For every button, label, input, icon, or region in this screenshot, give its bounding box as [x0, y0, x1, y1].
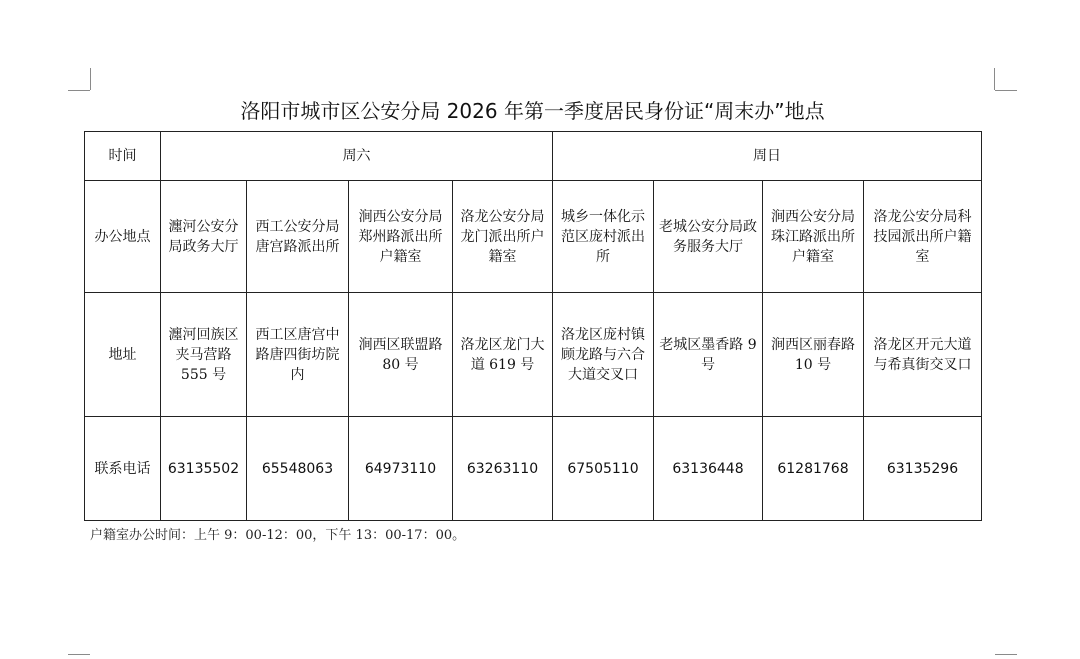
address-cell: [247, 293, 349, 417]
office-cell: [349, 181, 453, 293]
phone-row-label: 联系电话: [85, 417, 161, 521]
address-cell: [349, 293, 453, 417]
office-row-label: 办公地点: [85, 181, 161, 293]
address-text: 涧西区联盟路 80 号: [358, 336, 443, 373]
office-cell: [453, 181, 553, 293]
crop-mark-top-left: [90, 68, 91, 90]
address-text: 洛龙区开元大道与希真街交叉口: [873, 336, 972, 373]
address-cell: [654, 293, 763, 417]
office-name: 洛龙公安分局科技园派出所户籍室: [873, 208, 972, 265]
address-row: [85, 293, 982, 417]
office-name: 瀍河公安分局政务大厅: [168, 218, 239, 255]
office-name: 城乡一体化示范区庞村派出所: [561, 208, 645, 265]
office-cell: [161, 181, 247, 293]
office-name: 涧西公安分局珠江路派出所户籍室: [771, 208, 855, 265]
address-text: 瀍河回族区夹马营路 555 号: [168, 326, 239, 383]
office-cell: [763, 181, 864, 293]
phone-number: 63135296: [864, 417, 982, 521]
office-name: 西工公安分局唐宫路派出所: [255, 218, 340, 255]
sunday-header: 周日: [553, 132, 982, 181]
schedule-table: [84, 131, 982, 521]
address-row-label: 地址: [85, 293, 161, 417]
phone-number: 65548063: [247, 417, 349, 521]
address-cell: [553, 293, 654, 417]
address-text: 洛龙区庞村镇顾龙路与六合大道交叉口: [561, 326, 645, 383]
crop-mark-bottom-left: [68, 654, 90, 655]
address-text: 西工区唐宫中路唐四街坊院内: [255, 326, 340, 383]
office-cell: [553, 181, 654, 293]
office-hours-note: 户籍室办公时间：上午 9：00-12：00，下午 13：00-17：00。: [90, 528, 466, 543]
phone-number: 63136448: [654, 417, 763, 521]
office-cell: [654, 181, 763, 293]
address-text: 洛龙区龙门大道 619 号: [460, 336, 545, 373]
office-row: [85, 181, 982, 293]
office-name: 老城公安分局政务服务大厅: [659, 218, 757, 255]
address-text: 涧西区丽春路 10 号: [771, 336, 855, 373]
address-cell: [763, 293, 864, 417]
crop-mark-top-right: [995, 90, 1017, 91]
address-text: 老城区墨香路 9 号: [659, 336, 757, 373]
address-cell: [453, 293, 553, 417]
phone-number: 63263110: [453, 417, 553, 521]
office-name: 涧西公安分局郑州路派出所户籍室: [358, 208, 443, 265]
time-header: 时间: [85, 132, 161, 181]
office-cell: [864, 181, 982, 293]
phone-number: 64973110: [349, 417, 453, 521]
office-name: 洛龙公安分局龙门派出所户籍室: [460, 208, 545, 265]
document-title: 洛阳市城市区公安分局 2026 年第一季度居民身份证“周末办”地点: [240, 99, 825, 123]
header-row: [85, 132, 982, 181]
office-cell: [247, 181, 349, 293]
phone-number: 63135502: [161, 417, 247, 521]
crop-mark-top-left: [68, 90, 90, 91]
address-cell: [161, 293, 247, 417]
crop-mark-bottom-right: [995, 654, 1017, 655]
saturday-header: 周六: [161, 132, 553, 181]
address-cell: [864, 293, 982, 417]
phone-row: [85, 417, 982, 521]
crop-mark-top-right: [994, 68, 995, 90]
phone-number: 61281768: [763, 417, 864, 521]
phone-number: 67505110: [553, 417, 654, 521]
